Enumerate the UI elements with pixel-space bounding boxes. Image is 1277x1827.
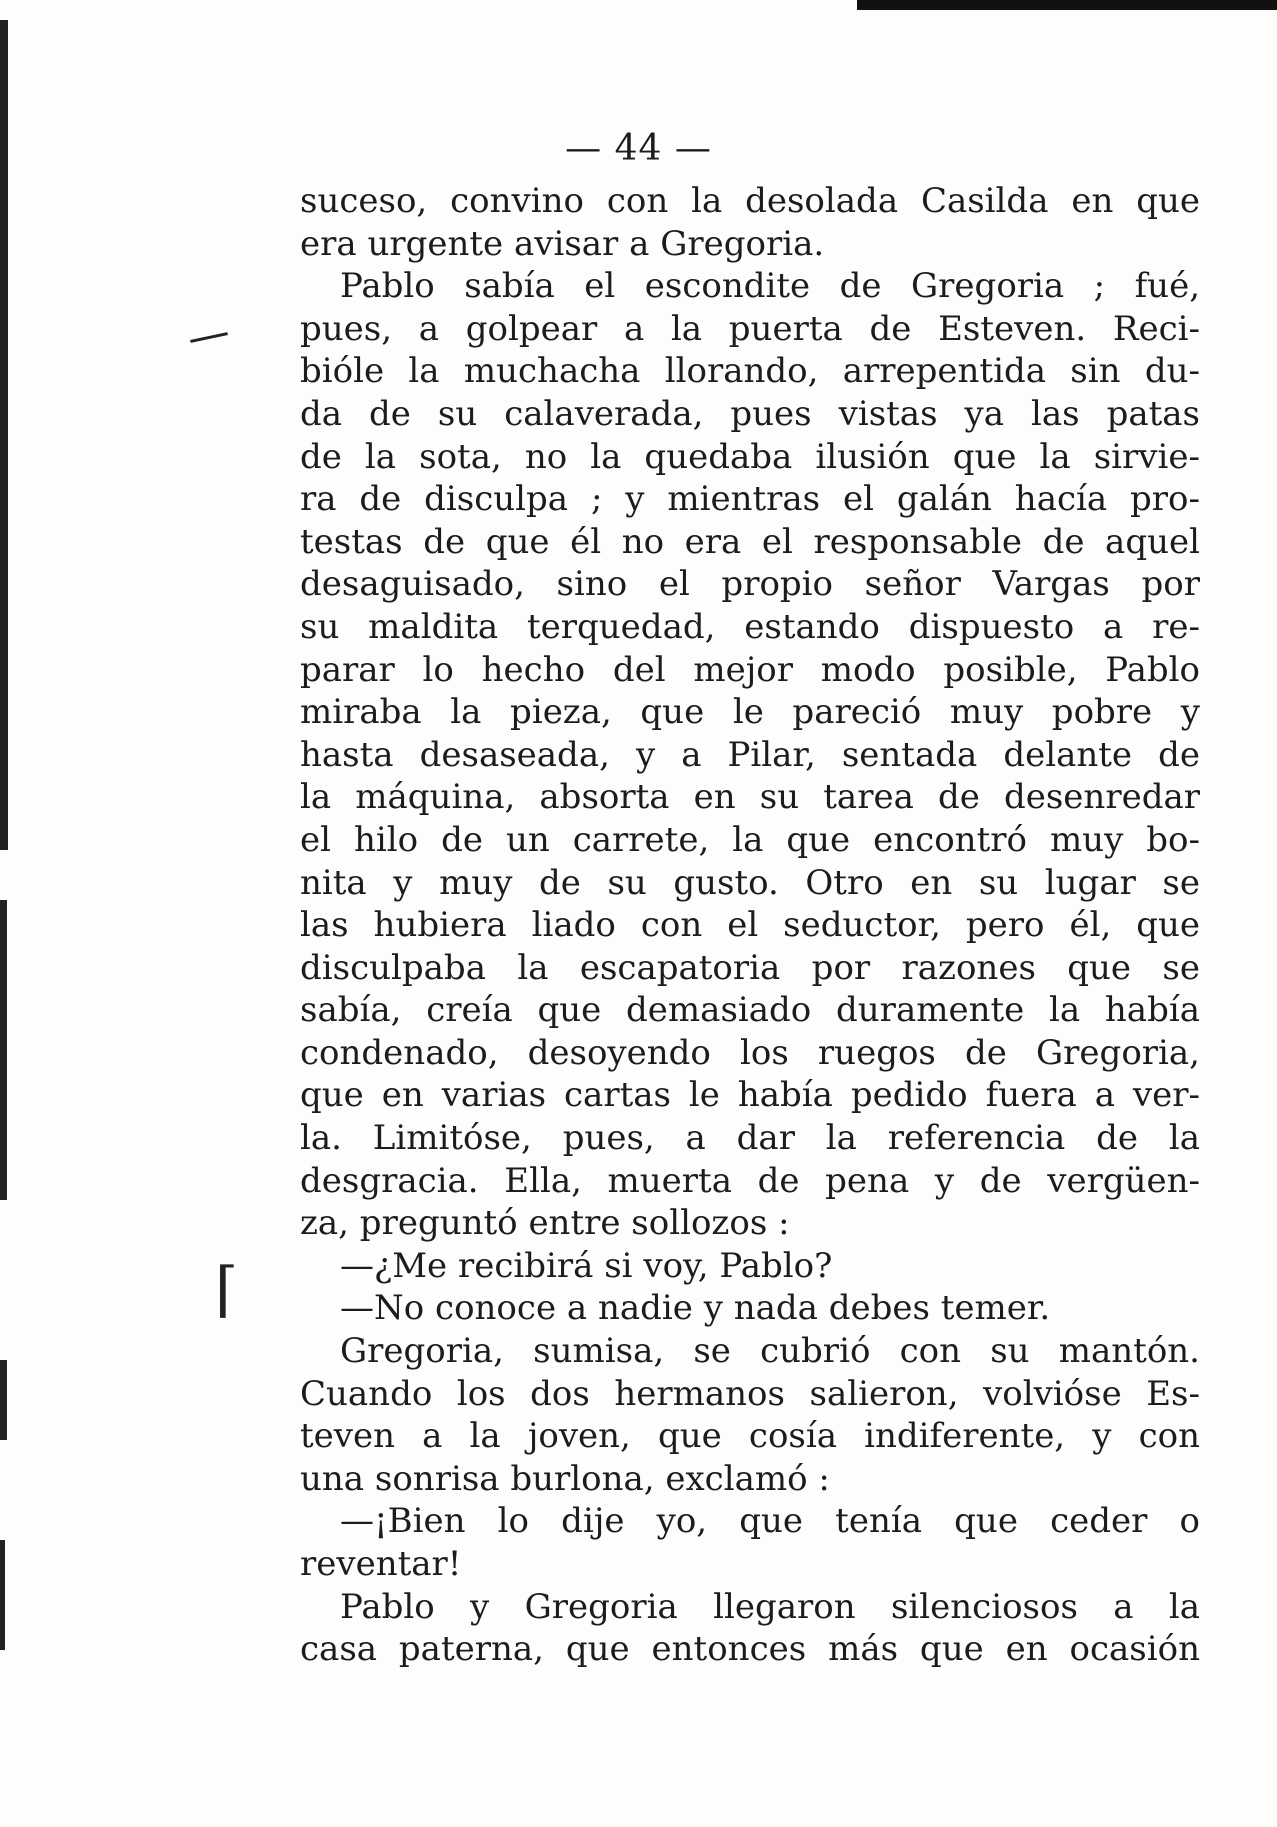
text-line: condenado, desoyendo los ruegos de Gregoria, <box>300 1032 1200 1073</box>
text-line: el hilo de un carrete, la que encontró muy bo- <box>300 819 1200 860</box>
scan-left-edge <box>0 1540 5 1650</box>
text-line: miraba la pieza, que le pareció muy pobre y <box>300 692 1200 733</box>
text-line: reventar! <box>300 1544 462 1584</box>
scan-top-rule <box>857 0 1277 10</box>
text-line: hasta desaseada, y a Pilar, sentada delante de <box>300 734 1200 775</box>
text-line: suceso, convino con la desolada Casilda en que <box>300 181 1200 221</box>
text-line: ra de disculpa ; y mientras el galán hacía pro- <box>300 479 1200 520</box>
text-line: parar lo hecho del mejor modo posible, Pablo <box>300 649 1200 690</box>
text-line: teven a la joven, que cosía indiferente, y con <box>300 1416 1200 1457</box>
text-line: su maldita terquedad, estando dispuesto a re- <box>300 606 1200 647</box>
text-line: sabía, creía que demasiado duramente la había <box>300 990 1200 1031</box>
text-line: nita y muy de su gusto. Otro en su lugar se <box>300 862 1200 903</box>
text-line: —¡Bien lo dije yo, que tenía que ceder o <box>340 1501 1200 1542</box>
text-line: Gregoria, sumisa, se cubrió con su mantón. <box>340 1331 1200 1372</box>
text-line: za, preguntó entre sollozos : <box>300 1203 790 1244</box>
text-line: —¿Me recibirá si voy, Pablo? <box>340 1245 833 1286</box>
text-line: Cuando los dos hermanos salieron, volvióse Es- <box>300 1373 1200 1414</box>
text-line: pues, a golpear a la puerta de Esteven. Reci- <box>300 308 1200 349</box>
text-line: que en varias cartas le había pedido fuera a ver- <box>300 1075 1200 1116</box>
scan-left-edge <box>0 900 7 1200</box>
page-number: — 44 — <box>565 128 712 169</box>
text-line: casa paterna, que entonces más que en ocasión <box>300 1629 1200 1670</box>
text-line: la. Limitóse, pues, a dar la referencia de la <box>300 1118 1200 1159</box>
text-line: da de su calaverada, pues vistas ya las patas <box>300 393 1200 434</box>
text-line: desgracia. Ella, muerta de pena y de vergüen- <box>300 1160 1200 1201</box>
text-line: —No conoce a nadie y nada debes temer. <box>340 1288 1051 1329</box>
text-line: disculpaba la escapatoria por razones que se <box>300 947 1200 988</box>
text-line: bióle la muchacha llorando, arrepentida sin du- <box>300 351 1200 392</box>
text-line: testas de que él no era el responsable de aquel <box>300 521 1200 562</box>
margin-bracket-mark: ⌈ <box>215 1255 239 1325</box>
body-text <box>300 180 1200 1671</box>
text-line: una sonrisa burlona, exclamó : <box>300 1458 830 1499</box>
text-line: de la sota, no la quedaba ilusión que la sirvie- <box>300 436 1200 477</box>
text-line: desaguisado, sino el propio señor Vargas por <box>300 564 1200 605</box>
text-line: era urgente avisar a Gregoria. <box>300 223 825 264</box>
text-line: Pablo y Gregoria llegaron silenciosos a la <box>340 1586 1200 1627</box>
scan-left-edge <box>0 1360 7 1440</box>
text-line: la máquina, absorta en su tarea de desenredar <box>300 777 1200 818</box>
text-line: las hubiera liado con el seductor, pero él, que <box>300 905 1200 946</box>
text-line: Pablo sabía el escondite de Gregoria ; fué, <box>340 266 1200 307</box>
margin-mark <box>190 332 228 343</box>
